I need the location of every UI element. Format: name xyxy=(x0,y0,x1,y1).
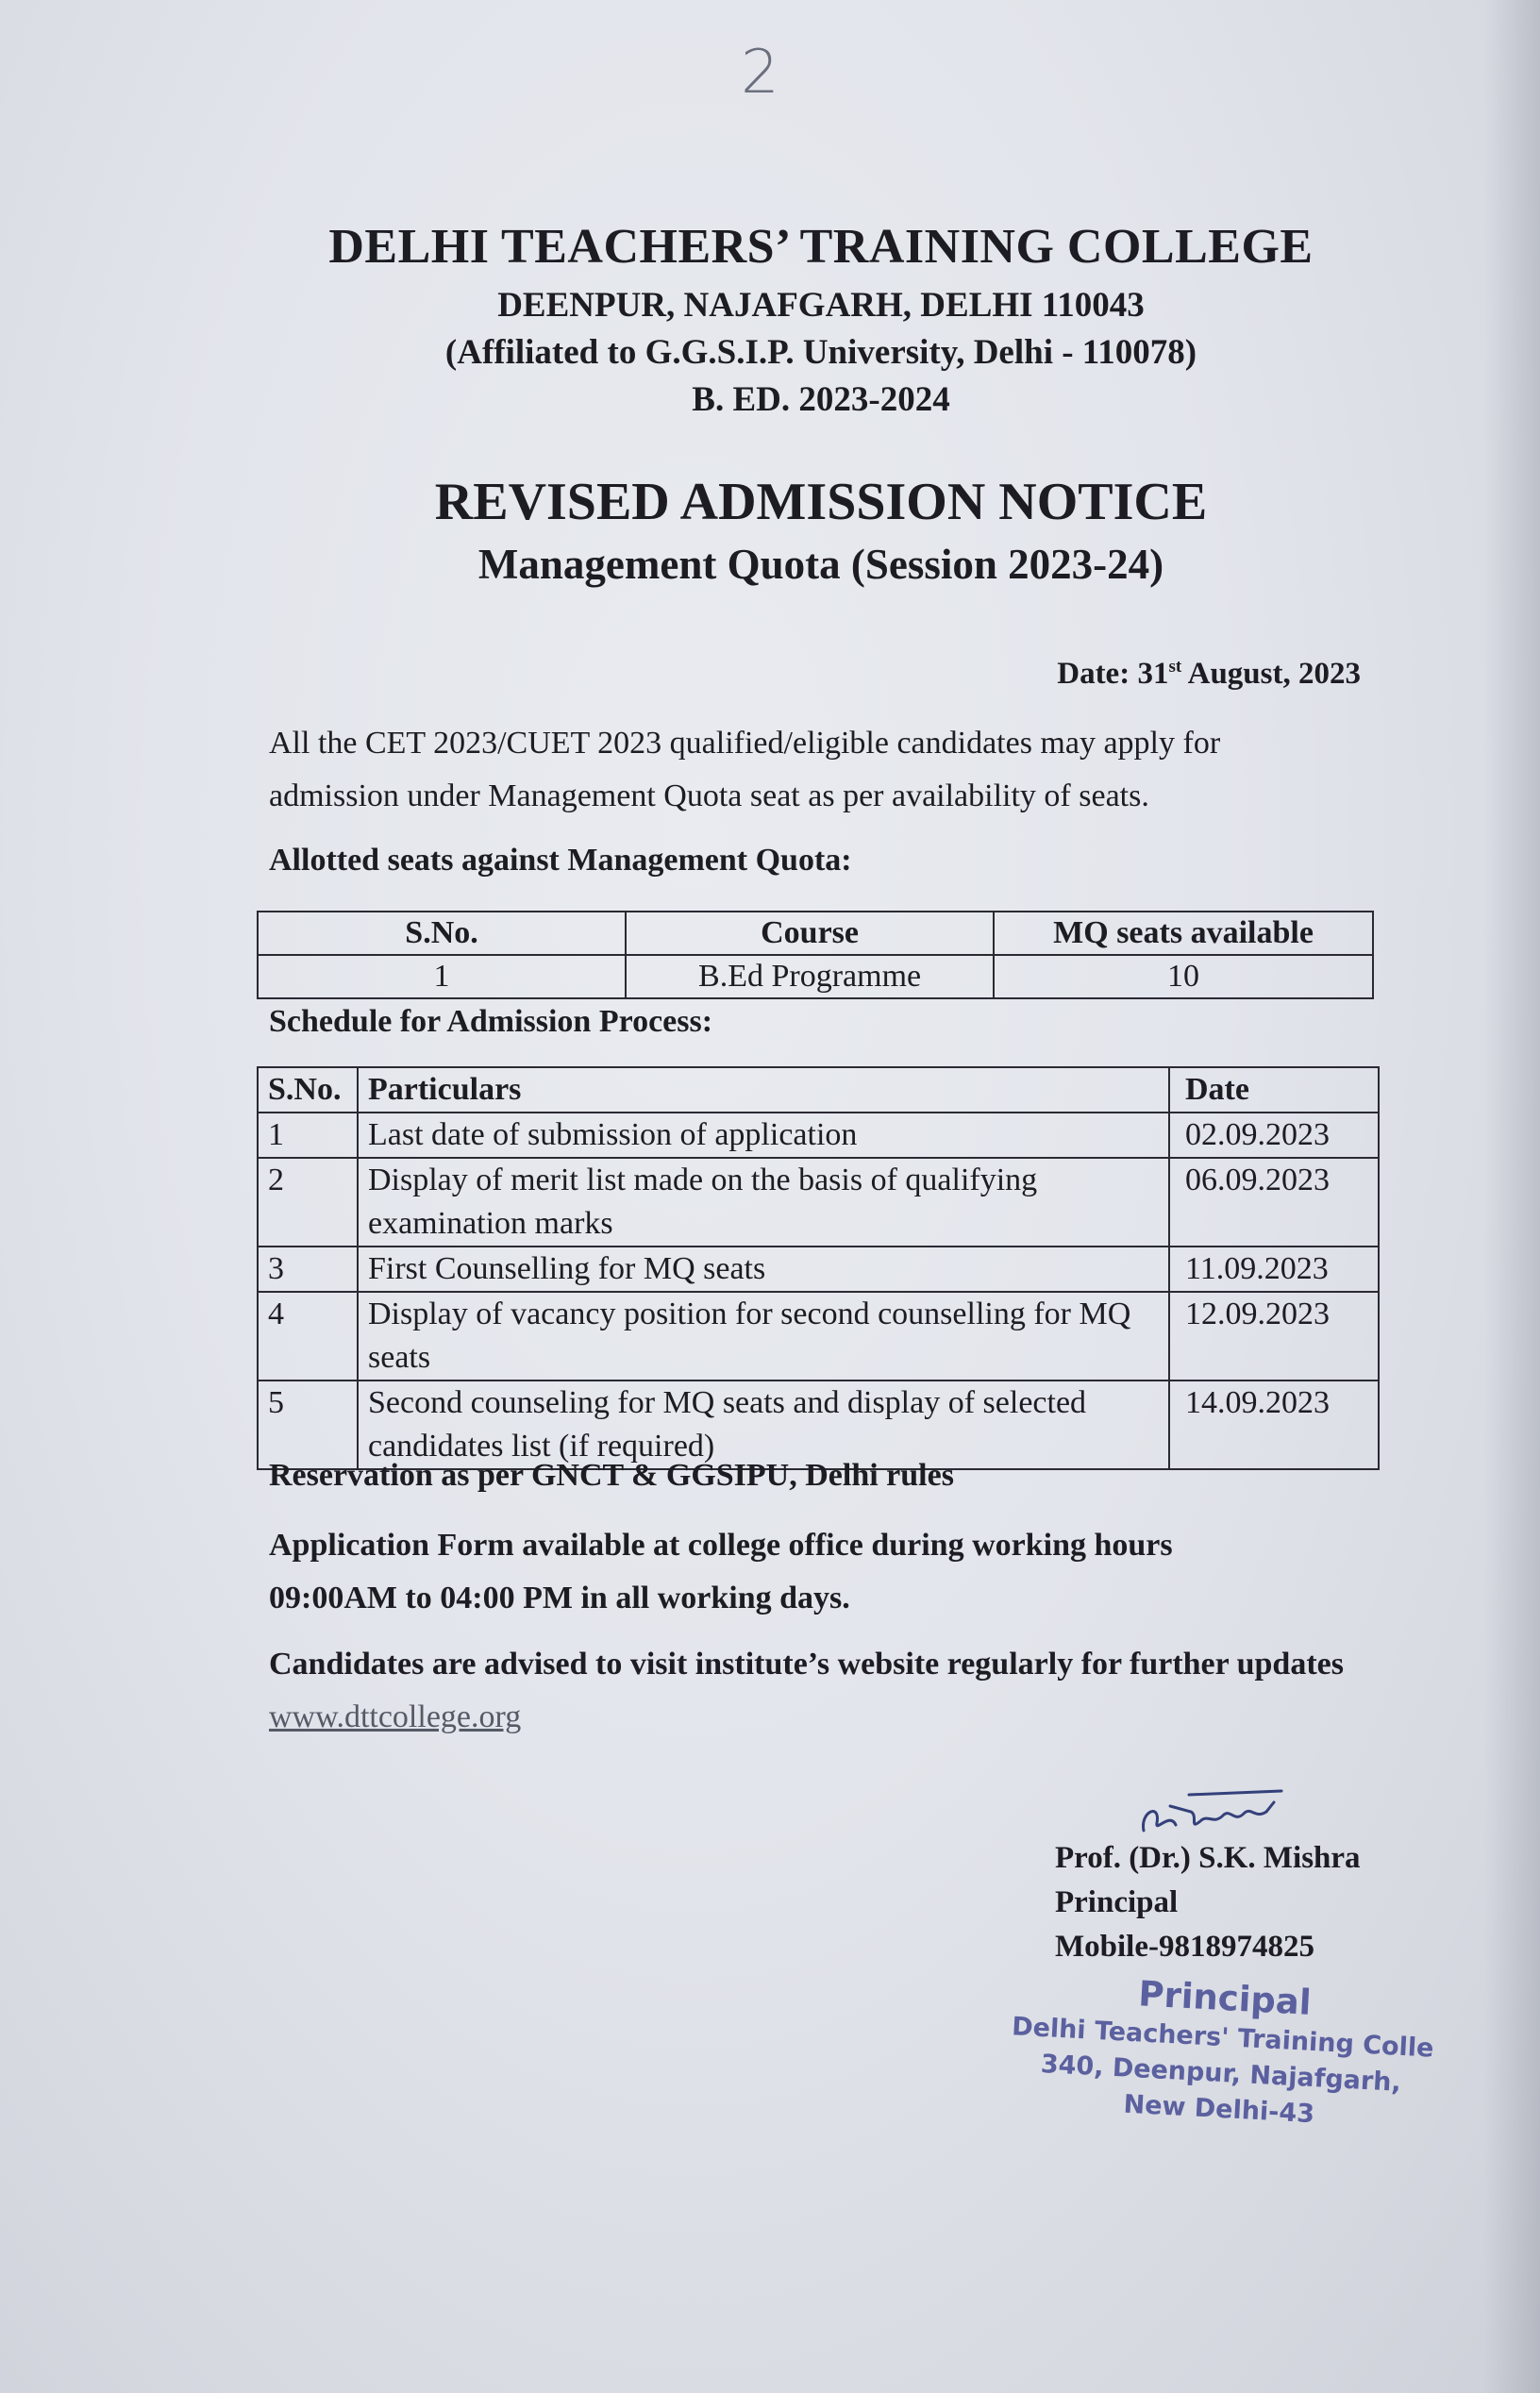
schedule-table xyxy=(257,1066,1380,1470)
table-row xyxy=(258,1113,1379,1158)
signatory-mobile: Mobile-9818974825 xyxy=(1055,1930,1314,1964)
seats-header-row xyxy=(258,912,1373,955)
seats-heading: Allotted seats against Management Quota: xyxy=(269,843,852,878)
schedule-header-row xyxy=(258,1067,1379,1113)
schedule-cell-particulars: Display of vacancy position for second counselling for MQ seats xyxy=(358,1292,1169,1381)
schedule-cell-particulars: Second counseling for MQ seats and display of selected candidates list (if required) xyxy=(358,1381,1169,1469)
schedule-cell-particulars: First Counselling for MQ seats xyxy=(358,1247,1169,1292)
advice-text: Candidates are advised to visit institute’s website regularly for further updates xyxy=(269,1647,1344,1682)
seats-header-available: MQ seats available xyxy=(994,912,1373,955)
schedule-cell-particulars: Last date of submission of application xyxy=(358,1113,1169,1158)
signatory-name: Prof. (Dr.) S.K. Mishra xyxy=(1055,1841,1361,1875)
college-name: DELHI TEACHERS’ TRAINING COLLEGE xyxy=(328,220,1314,274)
schedule-cell-sno: 5 xyxy=(258,1381,358,1469)
table-row xyxy=(258,1292,1379,1381)
stamp-line-address: 340, Deenpur, Najafgarh, xyxy=(1040,2049,1402,2098)
schedule-header-date: Date xyxy=(1169,1067,1379,1113)
schedule-cell-date: 11.09.2023 xyxy=(1169,1247,1379,1292)
notice-subtitle: Management Quota (Session 2023-24) xyxy=(477,541,1164,588)
application-form-note: Application Form available at college office during working hours 09:00AM to 04:00 PM in all working days. xyxy=(269,1528,1173,1615)
college-address: DEENPUR, NAJAFGARH, DELHI 110043 xyxy=(497,286,1145,325)
seats-cell-course: B.Ed Programme xyxy=(626,955,994,998)
table-row xyxy=(258,1158,1379,1247)
seats-cell-available: 10 xyxy=(994,955,1373,998)
date-prefix: Date: 31 xyxy=(1057,657,1169,691)
schedule-header-particulars: Particulars xyxy=(358,1067,1169,1113)
advice-note xyxy=(269,1638,1345,1744)
seats-cell-sno: 1 xyxy=(258,955,626,998)
college-affiliation: (Affiliated to G.G.S.I.P. University, Delhi - 110078) xyxy=(444,333,1197,372)
schedule-cell-date: 06.09.2023 xyxy=(1169,1158,1379,1247)
schedule-cell-date: 12.09.2023 xyxy=(1169,1292,1379,1381)
schedule-cell-date: 02.09.2023 xyxy=(1169,1113,1379,1158)
schedule-cell-particulars: Display of merit list made on the basis of qualifying examination marks xyxy=(358,1158,1169,1247)
program-title: B. ED. 2023-2024 xyxy=(692,380,950,419)
schedule-cell-date: 14.09.2023 xyxy=(1169,1381,1379,1469)
reservation-note: Reservation as per GNCT & GGSIPU, Delhi rules xyxy=(269,1458,954,1493)
notice-title: REVISED ADMISSION NOTICE xyxy=(434,473,1208,531)
signatory-designation: Principal xyxy=(1055,1885,1179,1919)
schedule-header-sno: S.No. xyxy=(258,1067,358,1113)
stamp-line-city: New Delhi-43 xyxy=(1122,2089,1315,2130)
signatory-block xyxy=(1055,1836,1361,1969)
schedule-cell-sno: 3 xyxy=(258,1247,358,1292)
date-superscript: st xyxy=(1168,657,1182,677)
intro-paragraph: All the CET 2023/CUET 2023 qualified/eligible candidates may apply for admission under Management Quota seat as per availability of seats. xyxy=(269,726,1221,813)
schedule-cell-sno: 2 xyxy=(258,1158,358,1247)
seats-table xyxy=(257,911,1374,999)
notice-date xyxy=(1057,657,1361,692)
website-link[interactable]: www.dttcollege.org xyxy=(269,1699,522,1734)
schedule-cell-sno: 1 xyxy=(258,1113,358,1158)
stamp-line-college: Delhi Teachers' Training Colle xyxy=(1011,2012,1435,2064)
principal-stamp xyxy=(992,1966,1452,2140)
seats-header-sno: S.No. xyxy=(258,912,626,955)
seats-header-course: Course xyxy=(626,912,994,955)
date-suffix: August, 2023 xyxy=(1181,657,1361,691)
table-row xyxy=(258,1247,1379,1292)
table-row xyxy=(258,955,1373,998)
page-number: 2 xyxy=(741,38,779,108)
schedule-cell-sno: 4 xyxy=(258,1292,358,1381)
stamp-line-title: Principal xyxy=(1137,1973,1313,2023)
schedule-heading: Schedule for Admission Process: xyxy=(269,1004,713,1039)
